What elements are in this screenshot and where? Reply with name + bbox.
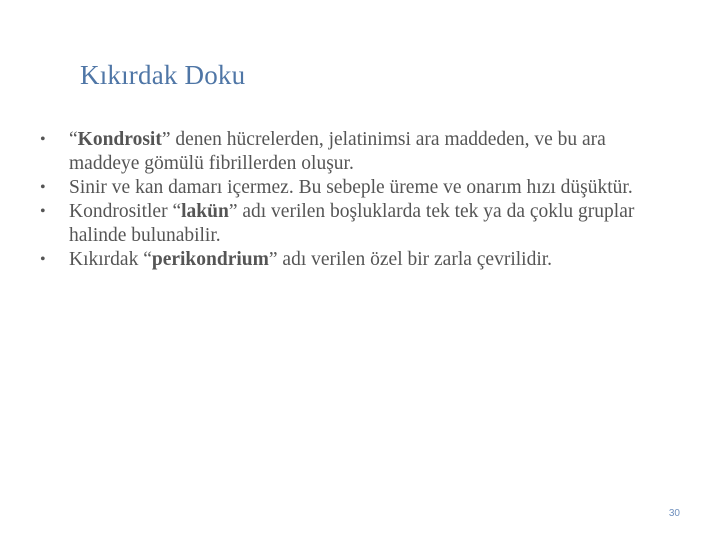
page-number: 30 [668, 508, 680, 519]
slide-title: Kıkırdak Doku [80, 60, 246, 90]
bullet-text: “Kondrosit” denen hücrelerden, jelatinimsi ara maddeden, ve bu ara maddeye gömülü fibrillerden oluşur. [69, 129, 606, 174]
bullet-list [40, 128, 680, 272]
bullet-dot-icon: • [40, 251, 46, 268]
bold-term: lakün [181, 201, 229, 222]
bullet-text: Sinir ve kan damarı içermez. Bu sebeple üreme ve onarım hızı düşüktür. [69, 177, 633, 198]
bullet-item [40, 128, 680, 176]
bullet-text: Kıkırdak “perikondrium” adı verilen özel bir zarla çevrilidir. [69, 249, 553, 270]
bullet-item [40, 248, 680, 272]
bold-term: Kondrosit [77, 129, 162, 150]
bullet-dot-icon: • [40, 203, 46, 220]
bullet-dot-icon: • [40, 131, 46, 148]
bullet-item [40, 200, 680, 248]
bullet-dot-icon: • [40, 179, 46, 196]
bullet-item [40, 176, 680, 200]
bullet-text: Kondrositler “lakün” adı verilen boşluklarda tek tek ya da çoklu gruplar halinde bulunabilir. [69, 201, 635, 246]
bold-term: perikondrium [151, 249, 269, 270]
